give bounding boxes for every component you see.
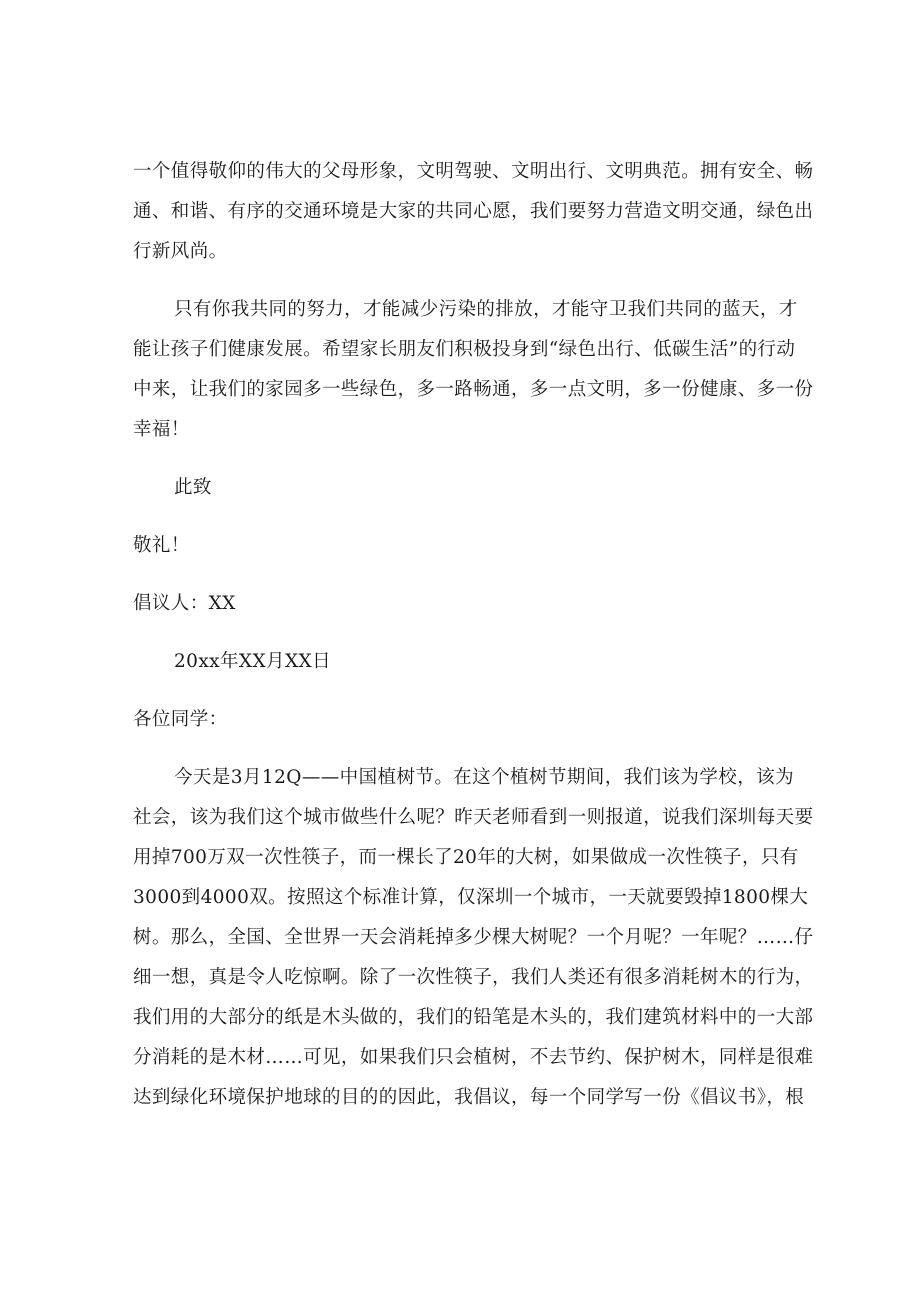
letter-2-line-8: 分消耗的是木材……可见，如果我们只会植树，不去节约、保护树木，同样是很难 [133,1047,814,1068]
paragraph-2-line-2: 能让孩子们健康发展。希望家长朋友们积极投身到“绿色出行、低碳生活”的行动 [133,339,796,360]
letter-date: 20xx年XX月XX日 [174,651,331,672]
closing-regards: 敬礼！ [133,535,190,556]
initiator-signature: 倡议人：XX [133,593,236,614]
closing-salutation: 此致 [174,477,212,498]
paragraph-2-line-4: 幸福！ [133,419,190,440]
letter-2-line-6: 细一想，真是令人吃惊啊。除了一次性筷子，我们人类还有很多消耗树木的行为， [133,967,814,988]
letter-2-line-5: 树。那么，全国、全世界一天会消耗掉多少棵大树呢？一个月呢？一年呢？……仔 [133,927,814,948]
letter-2-line-9: 达到绿化环境保护地球的目的的因此，我倡议，每一个同学写一份《倡议书》，根 [133,1087,805,1108]
letter-2-line-1: 今天是3月12Q——中国植树节。在这个植树节期间，我们该为学校，该为 [174,767,794,788]
paragraph-1-line-3: 行新风尚。 [133,241,228,262]
paragraph-1-line-1: 一个值得敬仰的伟大的父母形象，文明驾驶、文明出行、文明典范。拥有安全、畅 [133,161,814,182]
letter-2-line-2: 社会，该为我们这个城市做些什么呢？昨天老师看到一则报道，说我们深圳每天要 [133,807,814,828]
paragraph-2-line-3: 中来，让我们的家园多一些绿色，多一路畅通，多一点文明，多一份健康、多一份 [133,379,814,400]
paragraph-2-line-1: 只有你我共同的努力，才能减少污染的排放，才能守卫我们共同的蓝天，才 [174,299,798,320]
paragraph-1-line-2: 通、和谐、有序的交通环境是大家的共同心愿，我们要努力营造文明交通，绿色出 [133,201,814,222]
letter-2-line-4: 3000到4000双。按照这个标准计算，仅深圳一个城市，一天就要毁掉1800棵大 [133,887,809,908]
letter-2-line-3: 用掉700万双一次性筷子，而一棵长了20年的大树，如果做成一次性筷子，只有 [133,847,799,868]
letter-2-greeting: 各位同学： [133,709,228,730]
letter-2-line-7: 我们用的大部分的纸是木头做的，我们的铅笔是木头的，我们建筑材料中的一大部 [133,1007,814,1028]
